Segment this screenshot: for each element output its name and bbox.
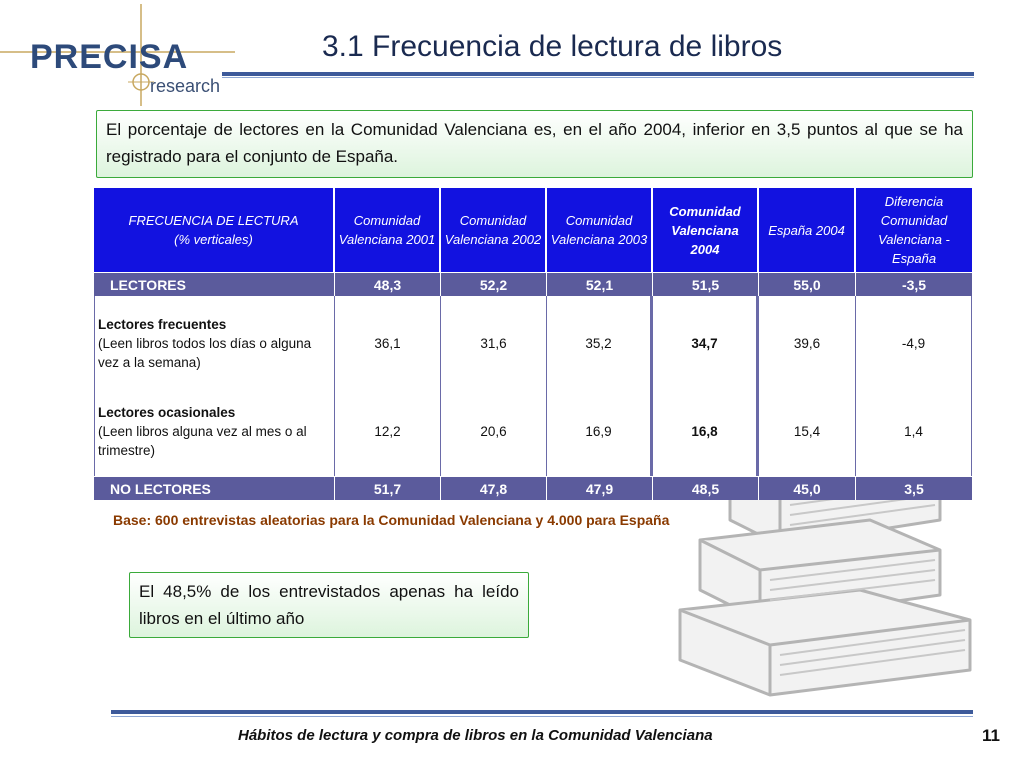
cell-value: 16,9	[547, 386, 653, 476]
cell-value: 47,8	[441, 476, 547, 500]
cell-value: -4,9	[856, 296, 972, 386]
cell-value: 51,7	[335, 476, 441, 500]
cell-value: 3,5	[856, 476, 972, 500]
cell-value: 47,9	[547, 476, 653, 500]
row-label: Lectores ocasionales	[98, 404, 236, 420]
row-label-cell	[94, 296, 335, 386]
page-number: 11	[982, 726, 1000, 745]
cell-value: -3,5	[856, 272, 972, 296]
row-description: (Leen libros alguna vez al mes o al trimestre)	[98, 423, 307, 458]
cell-value: 31,6	[441, 296, 547, 386]
header-frecuencia-line2: (% verticales)	[174, 232, 253, 247]
cell-value: 36,1	[335, 296, 441, 386]
footer-title: Hábitos de lectura y compra de libros en la Comunidad Valenciana	[238, 727, 713, 744]
row-lectores-frecuentes	[94, 296, 972, 386]
cell-value: 16,8	[653, 386, 759, 476]
title-rule	[222, 72, 974, 76]
row-no-lectores	[94, 476, 972, 500]
row-label: NO LECTORES	[94, 476, 335, 500]
logo-subtitle: research	[150, 76, 221, 96]
cell-value: 45,0	[759, 476, 856, 500]
header-cv-2004: Comunidad Valenciana 2004	[653, 188, 759, 272]
row-lectores	[94, 272, 972, 296]
title-rule-thin	[222, 77, 974, 78]
cell-value: 48,5	[653, 476, 759, 500]
summary-note-bottom: El 48,5% de los entrevistados apenas ha leído libros en el último año	[129, 572, 529, 638]
row-description: (Leen libros todos los días o alguna vez a la semana)	[98, 336, 312, 370]
page-title: 3.1 Frecuencia de lectura de libros	[322, 30, 783, 63]
footer-rule-thin	[111, 716, 973, 717]
cell-value: 35,2	[547, 296, 653, 386]
header-frecuencia	[94, 188, 335, 272]
cell-value: 1,4	[856, 386, 972, 476]
header-frecuencia-line1: FRECUENCIA DE LECTURA	[128, 213, 299, 228]
cell-value: 12,2	[335, 386, 441, 476]
logo-wordmark: PRECISA	[30, 38, 189, 76]
row-label-cell	[94, 386, 335, 476]
cell-value: 51,5	[653, 272, 759, 296]
cell-value: 39,6	[759, 296, 856, 386]
precisa-logo	[0, 0, 240, 110]
row-label: LECTORES	[94, 272, 335, 296]
header-diferencia: Diferencia Comunidad Valenciana - España	[856, 188, 972, 272]
reading-frequency-table	[94, 188, 972, 500]
row-lectores-ocasionales	[94, 386, 972, 476]
header-cv-2002: Comunidad Valenciana 2002	[441, 188, 547, 272]
cell-value: 34,7	[653, 296, 759, 386]
header-espana-2004: España 2004	[759, 188, 856, 272]
cell-value: 52,1	[547, 272, 653, 296]
cell-value: 52,2	[441, 272, 547, 296]
summary-note-top: El porcentaje de lectores en la Comunidad Valenciana es, en el año 2004, inferior en 3,5 puntos al que se ha registrado para el conjunto de España.	[96, 110, 973, 178]
cell-value: 15,4	[759, 386, 856, 476]
cell-value: 55,0	[759, 272, 856, 296]
header-cv-2003: Comunidad Valenciana 2003	[547, 188, 653, 272]
cell-value: 20,6	[441, 386, 547, 476]
cell-value: 48,3	[335, 272, 441, 296]
table-header-row	[94, 188, 972, 272]
footer-rule	[111, 710, 973, 714]
header-cv-2001: Comunidad Valenciana 2001	[335, 188, 441, 272]
row-label: Lectores frecuentes	[98, 317, 227, 332]
base-note: Base: 600 entrevistas aleatorias para la Comunidad Valenciana y 4.000 para España	[113, 512, 670, 528]
